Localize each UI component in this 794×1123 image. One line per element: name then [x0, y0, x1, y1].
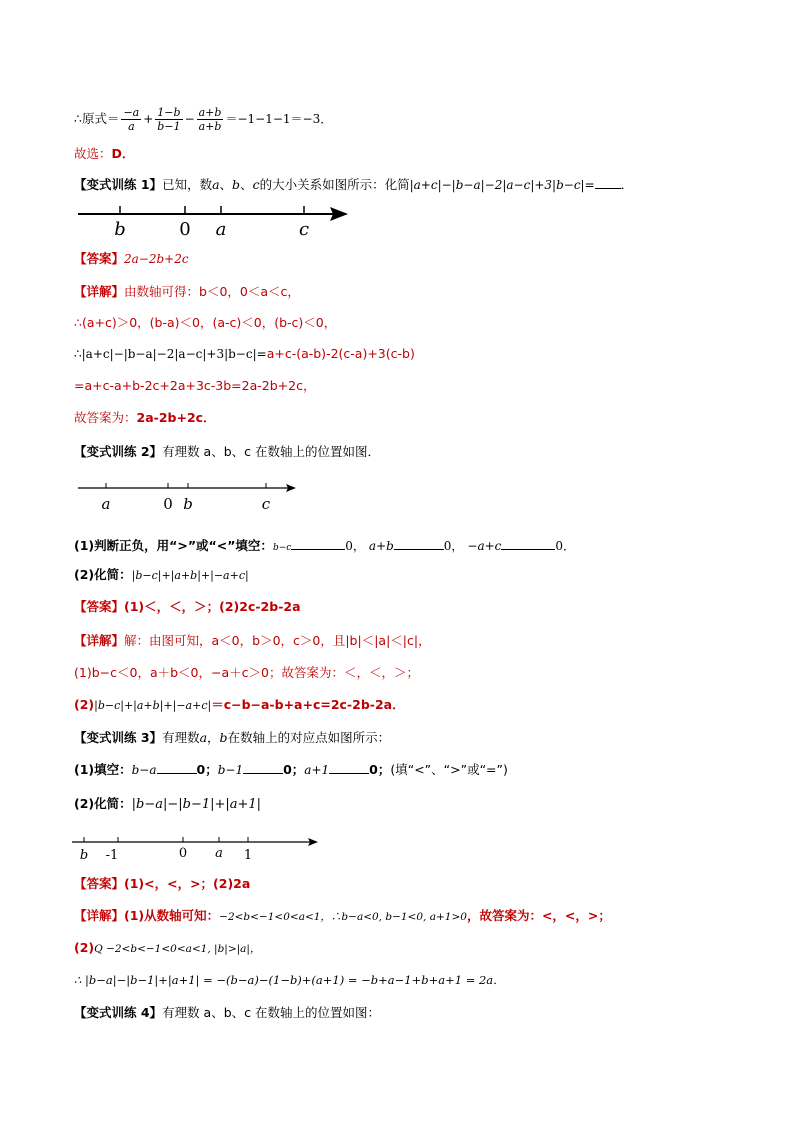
fraction-3: $\frac{a+b}{a+b}$ [198, 106, 222, 133]
exercise-3-detail-2: (2)Q −2<b<−1<0<a<1, |b|>|a|， [74, 940, 261, 955]
axis1-label-0: 0 [179, 219, 191, 240]
exercise-2-answer: 【答案】(1)＜，＜，＞；(2)2c-2b-2a [74, 599, 301, 614]
axis3-label-1: 1 [243, 848, 253, 863]
exercise-3-q1: (1)填空：b−a 0；b−1 0；a+1 0；(填“<”、“>”或“=”) [74, 762, 508, 777]
axis3-label-a: a [215, 846, 223, 861]
exercise-3-detail-3: ∴ |b−a|−|b−1|+|a+1| = −(b−a)−(1−b)+(a+1) = −b+a−1+b+a+1 = 2a． [74, 973, 505, 987]
exercise-3-detail-1: 【详解】(1)从数轴可知：−2<b<−1<0<a<1，∴b−a<0, b−1<0, a+1>0，故答案为：<，<，>； [74, 908, 611, 923]
axis2-label-b: b [183, 495, 193, 513]
axis2-label-a: a [101, 495, 111, 513]
exercise-3-answer: 【答案】(1)<，<，>；(2)2a [74, 876, 251, 891]
answer-blank [595, 188, 621, 189]
exercise-2-q1: (1)判断正负，用“>”或“<”填空：b−c 0， a+b 0， −a+c 0． [74, 538, 576, 553]
choice-line: 故选：D． [74, 146, 135, 161]
axis1-label-b: b [114, 219, 126, 240]
fraction-2: $\frac{1-b}{b-1}$ [157, 106, 181, 133]
exercise-1-detail-1: 【详解】由数轴可得：b＜0，0＜a＜c， [74, 284, 300, 299]
exercise-2-detail-2: (1)b−c＜0，a＋b＜0，−a＋c＞0；故答案为：＜，＜，＞； [74, 665, 419, 680]
number-line-3 [0, 832, 794, 872]
number-line-2 [0, 478, 794, 518]
exercise-3-q2: (2)化简：|b−a|−|b−1|+|a+1| [74, 796, 262, 812]
exercise-1-answer: 【答案】2a−2b+2c [74, 251, 189, 266]
axis1-label-a: a [215, 219, 227, 240]
exercise-2-question: 【变式训练 2】有理数 a、b、c 在数轴上的位置如图． [74, 444, 380, 459]
exercise-1-detail-5: 故答案为：2a-2b+2c． [74, 410, 216, 425]
exercise-4-question: 【变式训练 4】有理数 a、b、c 在数轴上的位置如图： [74, 1005, 380, 1020]
solution-line-fraction: ∴原式＝ $\frac{-a}{a}$ + $\frac{1-b}{b-1}$ − $\frac{a+b}{a+b}$ ＝−1−1−1＝−3． [74, 106, 333, 133]
exercise-2-detail-3: (2)|b−c|+|a+b|+|−a+c|＝c−b−a-b+a+c=2c-2b-2a． [74, 697, 405, 712]
axis2-label-c: c [261, 495, 271, 513]
exercise-1-question: 【变式训练 1】已知，数a、b、c的大小关系如图所示：化简|a+c|−|b−a|−2|a−c|+3|b−c|= ． [74, 177, 634, 192]
axis1-label-c: c [298, 219, 310, 240]
exercise-3-question: 【变式训练 3】有理数a，b在数轴上的对应点如图所示： [74, 730, 391, 745]
number-line-1 [0, 198, 794, 258]
exercise-1-detail-2: ∴(a+c)＞0，(b-a)＜0，(a-c)＜0，(b-c)＜0， [74, 315, 337, 330]
exercise-2-q2: (2)化简：|b−c|+|a+b|+|−a+c| [74, 567, 249, 582]
axis3-label-b: b [79, 848, 89, 863]
exercise-1-detail-4: =a+c-a+b-2c+2a+3c-3b=2a-2b+2c， [74, 378, 316, 393]
fraction-1: $\frac{-a}{a}$ [123, 106, 140, 133]
exercise-2-detail-1: 【详解】解：由图可知，a＜0，b＞0，c＞0，且|b|＜|a|＜|c|， [74, 633, 431, 648]
exercise-1-detail-3: ∴|a+c|−|b−a|−2|a−c|+3|b−c|=a+c-(a-b)-2(c-a)+3(c-b) [74, 346, 415, 361]
axis3-label-0: 0 [178, 846, 188, 861]
axis2-label-0: 0 [163, 495, 173, 513]
axis3-label-minus1: -1 [105, 848, 119, 863]
